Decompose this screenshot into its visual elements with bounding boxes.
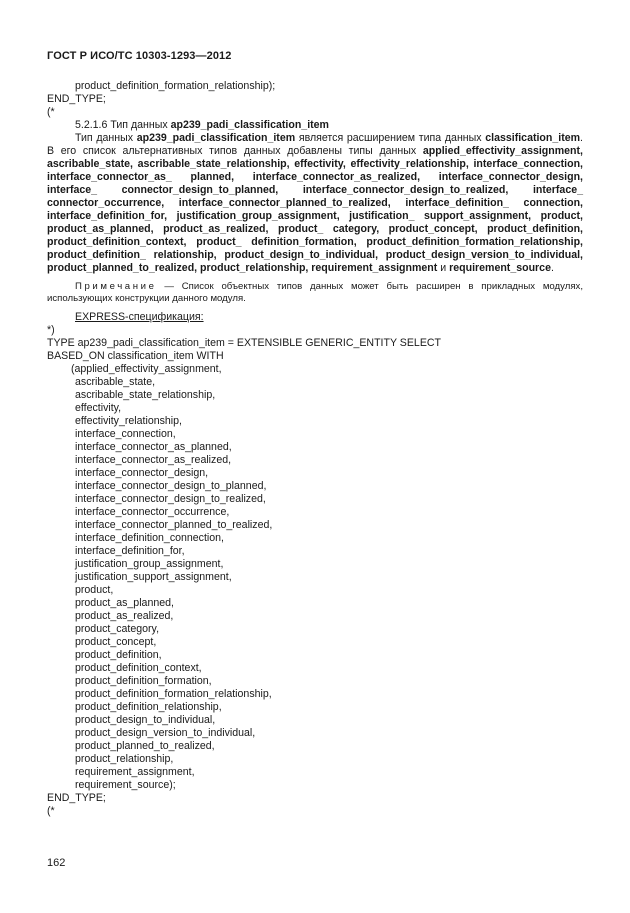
select-item: product_design_version_to_individual, bbox=[75, 727, 256, 739]
select-item: product_definition_context, bbox=[75, 662, 202, 674]
select-item: product_definition_formation_relationship, bbox=[75, 688, 272, 700]
paragraph-text: является расширением типа данных bbox=[295, 132, 486, 144]
express-heading bbox=[47, 311, 583, 324]
paragraph-text: и bbox=[437, 262, 450, 274]
select-item: product_definition, bbox=[75, 649, 162, 661]
select-item: ascribable_state_relationship, bbox=[75, 389, 216, 401]
paragraph-text: . bbox=[550, 262, 554, 274]
select-item: product_definition_formation, bbox=[75, 675, 212, 687]
select-item: product_design_to_individual, bbox=[75, 714, 216, 726]
select-item: interface_connector_as_realized, bbox=[75, 454, 232, 466]
select-item: product, bbox=[75, 584, 114, 596]
select-item: interface_definition_connection, bbox=[75, 532, 225, 544]
select-item: interface_connection, bbox=[75, 428, 176, 440]
page-number: 162 bbox=[47, 857, 66, 869]
express-heading-text: EXPRESS-спецификация: bbox=[75, 311, 204, 323]
select-item: justification_support_assignment, bbox=[75, 571, 232, 583]
select-item: effectivity_relationship, bbox=[75, 415, 182, 427]
select-item: interface_connector_design, bbox=[75, 467, 209, 479]
select-item: interface_definition_for, bbox=[75, 545, 185, 557]
select-item: interface_connector_design_to_realized, bbox=[75, 493, 266, 505]
section-title bbox=[47, 119, 583, 132]
select-item: product_as_planned, bbox=[75, 597, 174, 609]
section-paragraph bbox=[47, 132, 583, 275]
select-item: product_category, bbox=[75, 623, 160, 635]
code-line: (* bbox=[47, 106, 55, 118]
document-body bbox=[47, 80, 583, 818]
select-item: interface_connector_design_to_planned, bbox=[75, 480, 267, 492]
code-line: TYPE ap239_padi_classification_item = EXTENSIBLE GENERIC_ENTITY SELECT bbox=[47, 337, 442, 349]
code-line: (* bbox=[47, 805, 55, 817]
select-item: ascribable_state, bbox=[75, 376, 156, 388]
code-line: END_TYPE; bbox=[47, 792, 106, 804]
select-item: product_as_realized, bbox=[75, 610, 174, 622]
select-item: interface_connector_occurrence, bbox=[75, 506, 230, 518]
code-line: *) bbox=[47, 324, 55, 336]
section-title-prefix: 5.2.1.6 Тип данных bbox=[75, 119, 171, 131]
paragraph-type-list: applied_effectivity_assignment, ascribable_state, ascribable_state_relationship, effectivity, effectivity_relationship, interface_connection, interface_connector_as_ planned, interface_connector_as_realized, interface_connector_design, interface_ connector_design_to_planned, interface_connector_design_to_realized, interface_ connector_occurrence, interface_connector_planned_to_realized, interface_definition_ connection, interface_definition_for, justification_group_assignment, justification_ support_assignment, product, product_as_planned, product_as_realized, product_ category, product_concept, product_definition, product_definition_context, product_ definition_formation, product_definition_formation_relationship, product_definition_ relationship, product_design_to_individual, product_design_version_to_individual, product_planned_to_realized, product_relationship, requirement_assignment bbox=[47, 145, 583, 274]
paragraph-text: Тип данных bbox=[75, 132, 137, 144]
select-item: product_concept, bbox=[75, 636, 157, 648]
paragraph-type-name: requirement_source bbox=[449, 262, 551, 274]
express-select-list bbox=[47, 363, 583, 792]
select-item: justification_group_assignment, bbox=[75, 558, 224, 570]
select-item: product_definition_relationship, bbox=[75, 701, 222, 713]
paragraph-text: . В его список альтернативных типов данных добавлены типы данных bbox=[47, 132, 583, 157]
code-line: BASED_ON classification_item WITH bbox=[47, 350, 224, 362]
select-item: requirement_source); bbox=[75, 779, 176, 791]
note-label: Примечание bbox=[75, 281, 157, 292]
select-item: interface_connector_planned_to_realized, bbox=[75, 519, 273, 531]
select-item: interface_connector_as_planned, bbox=[75, 441, 232, 453]
note bbox=[47, 281, 583, 305]
select-item: product_relationship, bbox=[75, 753, 174, 765]
select-item: product_planned_to_realized, bbox=[75, 740, 215, 752]
section-title-name: ap239_padi_classification_item bbox=[170, 119, 329, 131]
paragraph-type-name: classification_item bbox=[485, 132, 581, 144]
paragraph-type-name: ap239_padi_classification_item bbox=[136, 132, 296, 144]
code-line: product_definition_formation_relationship); bbox=[75, 80, 276, 92]
select-item: requirement_assignment, bbox=[75, 766, 195, 778]
document-header: ГОСТ Р ИСО/ТС 10303-1293—2012 bbox=[47, 50, 232, 62]
select-item: effectivity, bbox=[75, 402, 122, 414]
select-item: (applied_effectivity_assignment, bbox=[71, 363, 222, 375]
code-line: END_TYPE; bbox=[47, 93, 106, 105]
note-text: — Список объектных типов данных может быть расширен в прикладных модулях, использующих конструкции данного модуля. bbox=[47, 281, 583, 304]
